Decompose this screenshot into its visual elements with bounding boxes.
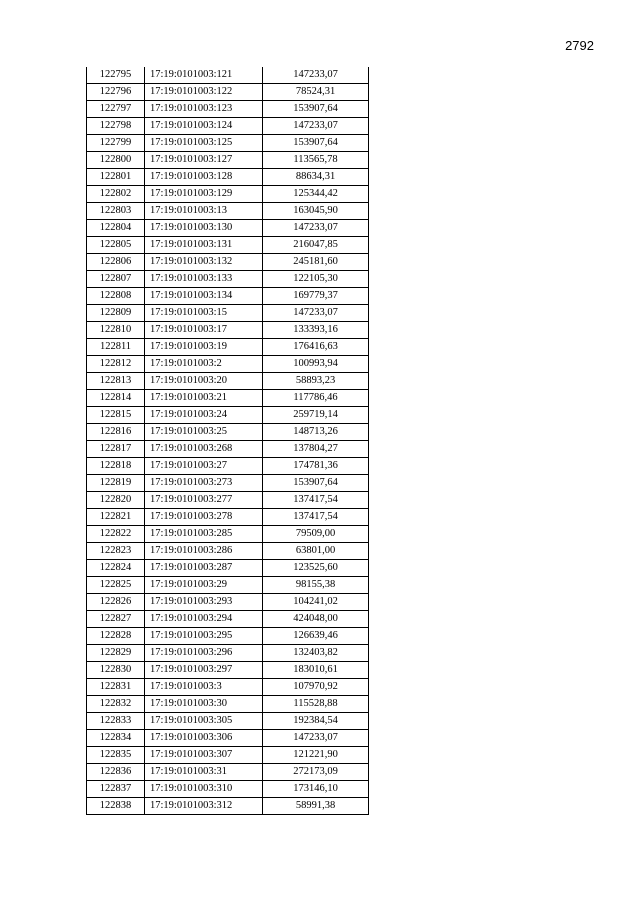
cadastral-number-cell: 17:19:0101003:123 xyxy=(145,101,263,118)
cadastral-value-cell: 148713,26 xyxy=(263,424,369,441)
cadastral-number-cell: 17:19:0101003:293 xyxy=(145,594,263,611)
table-row xyxy=(87,526,369,543)
table-row xyxy=(87,152,369,169)
cadastral-value-cell: 153907,64 xyxy=(263,135,369,152)
cadastral-number-cell: 17:19:0101003:131 xyxy=(145,237,263,254)
row-number-cell: 122808 xyxy=(87,288,145,305)
row-number-cell: 122820 xyxy=(87,492,145,509)
row-number-cell: 122806 xyxy=(87,254,145,271)
cadastral-number-cell: 17:19:0101003:297 xyxy=(145,662,263,679)
cadastral-number-cell: 17:19:0101003:29 xyxy=(145,577,263,594)
table-row xyxy=(87,339,369,356)
cadastral-value-cell: 98155,38 xyxy=(263,577,369,594)
row-number-cell: 122812 xyxy=(87,356,145,373)
cadastral-value-cell: 115528,88 xyxy=(263,696,369,713)
row-number-cell: 122818 xyxy=(87,458,145,475)
cadastral-value-cell: 126639,46 xyxy=(263,628,369,645)
cadastral-number-cell: 17:19:0101003:21 xyxy=(145,390,263,407)
cadastral-number-cell: 17:19:0101003:24 xyxy=(145,407,263,424)
cadastral-value-cell: 173146,10 xyxy=(263,781,369,798)
cadastral-value-cell: 133393,16 xyxy=(263,322,369,339)
table-row xyxy=(87,135,369,152)
row-number-cell: 122817 xyxy=(87,441,145,458)
cadastral-number-cell: 17:19:0101003:19 xyxy=(145,339,263,356)
table-row xyxy=(87,696,369,713)
cadastral-value-cell: 424048,00 xyxy=(263,611,369,628)
cadastral-number-cell: 17:19:0101003:273 xyxy=(145,475,263,492)
row-number-cell: 122814 xyxy=(87,390,145,407)
cadastral-number-cell: 17:19:0101003:296 xyxy=(145,645,263,662)
cadastral-value-cell: 216047,85 xyxy=(263,237,369,254)
cadastral-value-cell: 137417,54 xyxy=(263,492,369,509)
row-number-cell: 122831 xyxy=(87,679,145,696)
table-row xyxy=(87,798,369,815)
table-row xyxy=(87,407,369,424)
cadastral-number-cell: 17:19:0101003:129 xyxy=(145,186,263,203)
cadastral-value-cell: 147233,07 xyxy=(263,220,369,237)
cadastral-number-cell: 17:19:0101003:305 xyxy=(145,713,263,730)
cadastral-number-cell: 17:19:0101003:294 xyxy=(145,611,263,628)
table-row xyxy=(87,373,369,390)
row-number-cell: 122828 xyxy=(87,628,145,645)
row-number-cell: 122822 xyxy=(87,526,145,543)
table-row xyxy=(87,118,369,135)
cadastral-value-cell: 163045,90 xyxy=(263,203,369,220)
cadastral-number-cell: 17:19:0101003:130 xyxy=(145,220,263,237)
cadastral-value-cell: 122105,30 xyxy=(263,271,369,288)
cadastral-number-cell: 17:19:0101003:295 xyxy=(145,628,263,645)
table-row xyxy=(87,237,369,254)
cadastral-value-cell: 259719,14 xyxy=(263,407,369,424)
cadastral-number-cell: 17:19:0101003:286 xyxy=(145,543,263,560)
cadastral-value-cell: 176416,63 xyxy=(263,339,369,356)
cadastral-value-cell: 58991,38 xyxy=(263,798,369,815)
cadastral-value-cell: 192384,54 xyxy=(263,713,369,730)
row-number-cell: 122795 xyxy=(87,67,145,84)
table-row xyxy=(87,458,369,475)
cadastral-number-cell: 17:19:0101003:124 xyxy=(145,118,263,135)
cadastral-number-cell: 17:19:0101003:133 xyxy=(145,271,263,288)
row-number-cell: 122816 xyxy=(87,424,145,441)
row-number-cell: 122833 xyxy=(87,713,145,730)
row-number-cell: 122829 xyxy=(87,645,145,662)
cadastral-number-cell: 17:19:0101003:2 xyxy=(145,356,263,373)
registry-table xyxy=(86,67,369,815)
cadastral-value-cell: 174781,36 xyxy=(263,458,369,475)
row-number-cell: 122813 xyxy=(87,373,145,390)
row-number-cell: 122837 xyxy=(87,781,145,798)
row-number-cell: 122827 xyxy=(87,611,145,628)
table-row xyxy=(87,713,369,730)
row-number-cell: 122832 xyxy=(87,696,145,713)
table-row xyxy=(87,509,369,526)
cadastral-value-cell: 123525,60 xyxy=(263,560,369,577)
table-row xyxy=(87,747,369,764)
row-number-cell: 122823 xyxy=(87,543,145,560)
row-number-cell: 122835 xyxy=(87,747,145,764)
row-number-cell: 122803 xyxy=(87,203,145,220)
cadastral-number-cell: 17:19:0101003:17 xyxy=(145,322,263,339)
row-number-cell: 122805 xyxy=(87,237,145,254)
table-row xyxy=(87,186,369,203)
table-row xyxy=(87,679,369,696)
row-number-cell: 122830 xyxy=(87,662,145,679)
cadastral-value-cell: 125344,42 xyxy=(263,186,369,203)
cadastral-value-cell: 58893,23 xyxy=(263,373,369,390)
cadastral-number-cell: 17:19:0101003:15 xyxy=(145,305,263,322)
table-row xyxy=(87,305,369,322)
row-number-cell: 122826 xyxy=(87,594,145,611)
cadastral-value-cell: 169779,37 xyxy=(263,288,369,305)
cadastral-value-cell: 104241,02 xyxy=(263,594,369,611)
table-row xyxy=(87,662,369,679)
cadastral-number-cell: 17:19:0101003:121 xyxy=(145,67,263,84)
cadastral-value-cell: 88634,31 xyxy=(263,169,369,186)
table-row xyxy=(87,203,369,220)
row-number-cell: 122797 xyxy=(87,101,145,118)
cadastral-number-cell: 17:19:0101003:20 xyxy=(145,373,263,390)
table-row xyxy=(87,271,369,288)
cadastral-value-cell: 245181,60 xyxy=(263,254,369,271)
table-row xyxy=(87,356,369,373)
cadastral-value-cell: 183010,61 xyxy=(263,662,369,679)
cadastral-number-cell: 17:19:0101003:25 xyxy=(145,424,263,441)
table-row xyxy=(87,67,369,84)
row-number-cell: 122821 xyxy=(87,509,145,526)
cadastral-number-cell: 17:19:0101003:13 xyxy=(145,203,263,220)
cadastral-value-cell: 153907,64 xyxy=(263,101,369,118)
cadastral-value-cell: 113565,78 xyxy=(263,152,369,169)
cadastral-value-cell: 147233,07 xyxy=(263,730,369,747)
row-number-cell: 122819 xyxy=(87,475,145,492)
row-number-cell: 122815 xyxy=(87,407,145,424)
row-number-cell: 122825 xyxy=(87,577,145,594)
cadastral-number-cell: 17:19:0101003:127 xyxy=(145,152,263,169)
row-number-cell: 122836 xyxy=(87,764,145,781)
cadastral-value-cell: 137804,27 xyxy=(263,441,369,458)
row-number-cell: 122800 xyxy=(87,152,145,169)
table-row xyxy=(87,254,369,271)
cadastral-value-cell: 100993,94 xyxy=(263,356,369,373)
table-row xyxy=(87,577,369,594)
row-number-cell: 122802 xyxy=(87,186,145,203)
cadastral-number-cell: 17:19:0101003:310 xyxy=(145,781,263,798)
row-number-cell: 122838 xyxy=(87,798,145,815)
row-number-cell: 122834 xyxy=(87,730,145,747)
cadastral-value-cell: 147233,07 xyxy=(263,67,369,84)
row-number-cell: 122807 xyxy=(87,271,145,288)
table-row xyxy=(87,611,369,628)
table-row xyxy=(87,169,369,186)
table-row xyxy=(87,475,369,492)
cadastral-number-cell: 17:19:0101003:122 xyxy=(145,84,263,101)
cadastral-number-cell: 17:19:0101003:132 xyxy=(145,254,263,271)
cadastral-value-cell: 79509,00 xyxy=(263,526,369,543)
row-number-cell: 122810 xyxy=(87,322,145,339)
table-row xyxy=(87,424,369,441)
cadastral-number-cell: 17:19:0101003:306 xyxy=(145,730,263,747)
cadastral-number-cell: 17:19:0101003:128 xyxy=(145,169,263,186)
cadastral-number-cell: 17:19:0101003:268 xyxy=(145,441,263,458)
cadastral-value-cell: 63801,00 xyxy=(263,543,369,560)
cadastral-value-cell: 132403,82 xyxy=(263,645,369,662)
cadastral-value-cell: 137417,54 xyxy=(263,509,369,526)
page-number: 2792 xyxy=(565,38,594,53)
row-number-cell: 122799 xyxy=(87,135,145,152)
table-row xyxy=(87,781,369,798)
cadastral-number-cell: 17:19:0101003:307 xyxy=(145,747,263,764)
cadastral-number-cell: 17:19:0101003:31 xyxy=(145,764,263,781)
cadastral-value-cell: 272173,09 xyxy=(263,764,369,781)
row-number-cell: 122798 xyxy=(87,118,145,135)
cadastral-number-cell: 17:19:0101003:125 xyxy=(145,135,263,152)
cadastral-number-cell: 17:19:0101003:134 xyxy=(145,288,263,305)
table-row xyxy=(87,288,369,305)
cadastral-value-cell: 153907,64 xyxy=(263,475,369,492)
cadastral-number-cell: 17:19:0101003:278 xyxy=(145,509,263,526)
cadastral-number-cell: 17:19:0101003:285 xyxy=(145,526,263,543)
cadastral-number-cell: 17:19:0101003:30 xyxy=(145,696,263,713)
row-number-cell: 122824 xyxy=(87,560,145,577)
cadastral-value-cell: 78524,31 xyxy=(263,84,369,101)
table-row xyxy=(87,645,369,662)
cadastral-number-cell: 17:19:0101003:287 xyxy=(145,560,263,577)
cadastral-number-cell: 17:19:0101003:312 xyxy=(145,798,263,815)
table-row xyxy=(87,84,369,101)
cadastral-value-cell: 117786,46 xyxy=(263,390,369,407)
table-row xyxy=(87,730,369,747)
cadastral-number-cell: 17:19:0101003:277 xyxy=(145,492,263,509)
table-row xyxy=(87,594,369,611)
cadastral-value-cell: 121221,90 xyxy=(263,747,369,764)
table-row xyxy=(87,543,369,560)
cadastral-number-cell: 17:19:0101003:3 xyxy=(145,679,263,696)
table-row xyxy=(87,390,369,407)
table-row xyxy=(87,492,369,509)
table-row xyxy=(87,441,369,458)
row-number-cell: 122804 xyxy=(87,220,145,237)
row-number-cell: 122809 xyxy=(87,305,145,322)
table-row xyxy=(87,322,369,339)
row-number-cell: 122796 xyxy=(87,84,145,101)
cadastral-value-cell: 147233,07 xyxy=(263,118,369,135)
table-row xyxy=(87,764,369,781)
table-row xyxy=(87,101,369,118)
table-row xyxy=(87,560,369,577)
row-number-cell: 122811 xyxy=(87,339,145,356)
row-number-cell: 122801 xyxy=(87,169,145,186)
cadastral-number-cell: 17:19:0101003:27 xyxy=(145,458,263,475)
cadastral-value-cell: 147233,07 xyxy=(263,305,369,322)
table-body xyxy=(87,67,369,815)
table-row xyxy=(87,220,369,237)
table-row xyxy=(87,628,369,645)
cadastral-value-cell: 107970,92 xyxy=(263,679,369,696)
